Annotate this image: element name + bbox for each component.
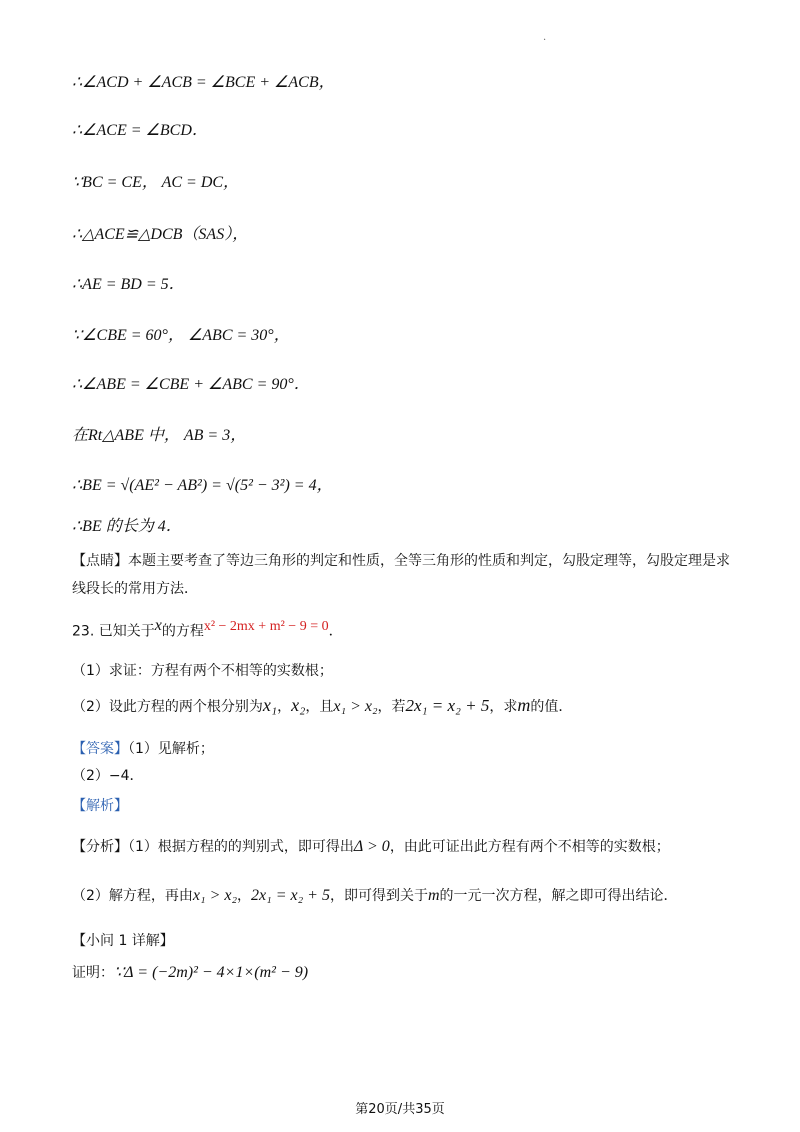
fenxi-cond2: 2x₁ = x₂ + 5: [251, 887, 330, 904]
part2-text-e: 的值．: [530, 699, 573, 715]
stem-variable: x: [154, 617, 162, 634]
step-line-5: ∴AE = BD = 5．: [72, 276, 185, 293]
part2-m: m: [517, 695, 531, 715]
step-line-8: 在Rt△ABE 中， AB = 3，: [72, 427, 247, 444]
step-line-2: ∴∠ACE = ∠BCD．: [72, 122, 208, 139]
dianjing-text: 本题主要考查了等边三角形的判定和性质，全等三角形的性质和判定，勾股定理等，勾股定理是求线段长的常用方法．: [72, 553, 730, 597]
part2-text-c: ，若: [377, 699, 406, 715]
stem-mid: 的方程: [161, 623, 204, 640]
fenxi-text-2b: ，即可得到关于: [329, 888, 428, 904]
fenxi-label: 【分析】: [72, 839, 128, 855]
step-line-4: ∴△ACE≌△DCB（SAS），: [72, 226, 249, 243]
answer-part-1: （1）见解析；: [128, 741, 214, 757]
step-line-1: ∴∠ACD + ∠ACB = ∠BCE + ∠ACB，: [72, 74, 335, 91]
fenxi-text-2c: 的一元一次方程，解之即可得出结论．: [439, 888, 678, 904]
header-mark: .: [543, 32, 547, 43]
dianjing-block: [72, 547, 732, 603]
proof-math: ∵Δ = (−2m)² − 4×1×(m² − 9): [114, 964, 309, 981]
step-line-3: ∵BC = CE， AC = DC，: [72, 174, 240, 191]
part2-text-b: ，且: [305, 699, 334, 715]
fenxi-m: m: [427, 887, 440, 904]
page-footer: 第20页/共35页: [355, 1102, 445, 1117]
part2-cond2: 2x₁ = x₂ + 5: [405, 696, 490, 715]
question-23-stem: [72, 615, 343, 643]
proof-line: [72, 962, 308, 984]
step-line-10: ∴BE 的长为 4．: [72, 518, 182, 535]
question-part-2: [72, 694, 572, 718]
question-part-1: （1）求证：方程有两个不相等的实数根；: [72, 663, 333, 679]
step-line-6: ∵∠CBE = 60°， ∠ABC = 30°，: [72, 327, 290, 344]
part2-text-a: （2）设此方程的两个根分别为: [72, 699, 263, 715]
part2-x2: x₂: [291, 695, 306, 715]
stem-end: ．: [328, 623, 343, 640]
fenxi-line-2: [72, 885, 678, 907]
fenxi-delta: Δ > 0: [353, 838, 390, 855]
answer-label: 【答案】: [72, 741, 128, 757]
step-line-9: ∴BE = √(AE² − AB²) = √(5² − 3²) = 4，: [72, 477, 333, 494]
part2-sep: ，: [277, 699, 292, 715]
proof-label: 证明：: [72, 965, 114, 981]
part2-x1: x₁: [262, 695, 278, 715]
fenxi-text-1a: （1）根据方程的的判别式，即可得出: [128, 839, 354, 855]
fenxi-line-1: [72, 836, 670, 858]
subquestion-1-heading: 【小问 1 详解】: [72, 933, 174, 949]
fenxi-cond1: x₁ > x₂: [192, 887, 238, 904]
part2-cond1: x₁ > x₂: [333, 698, 378, 715]
answer-line-2: （2）−4．: [72, 768, 144, 784]
fenxi-text-1b: ，由此可证出此方程有两个不相等的实数根；: [389, 839, 670, 855]
part2-text-d: ，求: [489, 699, 518, 715]
stem-equation: x² − 2mx + m² − 9 = 0: [203, 619, 329, 634]
answer-line-1: [72, 738, 214, 760]
fenxi-sep: ，: [237, 888, 252, 904]
stem-prefix: 23. 已知关于: [72, 623, 155, 640]
fenxi-text-2a: （2）解方程，再由: [72, 888, 193, 904]
jiexi-label: 【解析】: [72, 798, 128, 814]
step-line-7: ∴∠ABE = ∠CBE + ∠ABC = 90°．: [72, 376, 310, 393]
dianjing-label: 【点睛】: [72, 553, 128, 569]
